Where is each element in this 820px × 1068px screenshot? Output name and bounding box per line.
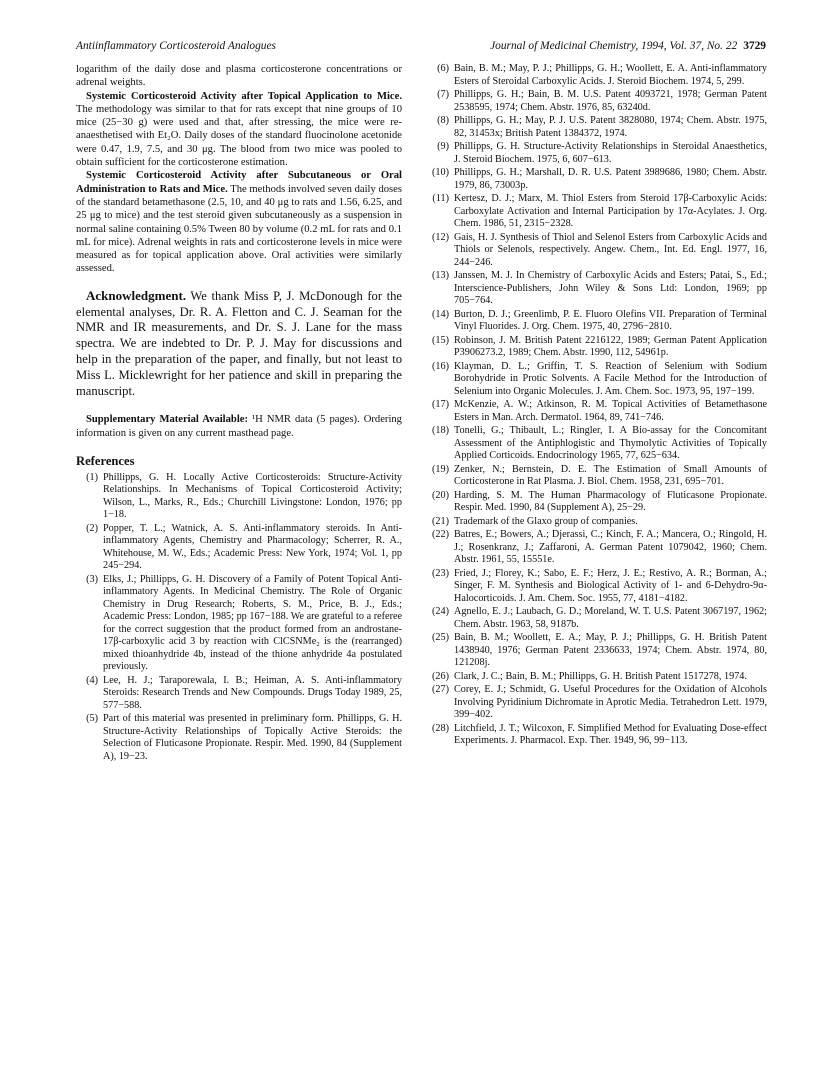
reference-item xyxy=(427,361,767,399)
page-number: 3729 xyxy=(743,40,766,52)
acknowledgment-heading: Acknowledgment. xyxy=(86,287,187,303)
reference-number: (20) xyxy=(432,489,449,501)
acknowledgment xyxy=(76,288,402,400)
reference-number: (18) xyxy=(432,425,449,436)
reference-number: (25) xyxy=(432,632,449,643)
section-heading-subcutaneous-oral: Systemic Corticosteroid Activity after Subcutaneous or Oral Administration to Rats and Mice. xyxy=(76,170,402,195)
reference-item xyxy=(427,516,767,529)
reference-number: (19) xyxy=(432,463,449,475)
reference-text: Corey, E. J.; Schmidt, G. Useful Procedures for the Oxidation of Alcohols Involving Pyridinium Dichromate in Aprotic Media. Tetrahedron Lett. 1979, 399−402. xyxy=(454,684,767,720)
reference-text: Bain, B. M.; May, P. J.; Phillipps, G. H.; Woollett, E. A. Anti-inflammatory Esters of Steroidal Carboxylic Acids. J. Steroid Biochem. 1974, 5, 299. xyxy=(454,63,767,87)
reference-item xyxy=(427,568,767,606)
reference-text: Elks, J.; Phillipps, G. H. Discovery of a Family of Potent Topical Anti-inflammatory Agents. In Medicinal Chemistry. The Role of Organic Chemistry in Drug Research; Roberts, S. M., Price, B. J., Eds.; Academic Press: London, 1985; pp 167−188. We are grateful to a referee for the correct suggestion that the product formed from an androstane-17β-carboxylic acid 3 by reaction with ClCSNMe₂ is the (rearranged) mixed thioanhydride 4b, instead of the thione anhydride 4a postulated previously. xyxy=(103,573,402,673)
reference-text: McKenzie, A. W.; Atkinson, R. M. Topical Activities of Betamethasone Esters in Man. Arch. Dermatol. 1964, 89, 741−746. xyxy=(454,399,767,423)
reference-number: (27) xyxy=(432,684,449,695)
reference-text: Batres, E.; Bowers, A.; Djerassi, C.; Kinch, F. A.; Mancera, O.; Ringold, H. J.; Rosenkranz, J.; Zaffaroni, A. German Patent 1079042, 1960; Chem. Abstr. 1961, 55, 15551e. xyxy=(454,529,767,565)
reference-text: Phillipps, G. H.; Marshall, D. R. U.S. Patent 3989686, 1980; Chem. Abstr. 1979, 86, 73003p. xyxy=(454,167,767,191)
reference-item xyxy=(427,193,767,231)
reference-item xyxy=(427,723,767,748)
reference-item xyxy=(427,167,767,192)
reference-number: (2) xyxy=(86,522,98,534)
reference-text: Janssen, M. J. In Chemistry of Carboxylic Acids and Esters; Patai, S., Ed.; Interscience-Publishers, John Wiley & Sons Ltd: London, 1969; pp 705−764. xyxy=(454,270,767,306)
reference-text: Phillipps, G. H. Structure-Activity Relationships in Steroidal Anaesthetics, J. Steroid Biochem. 1975, 6, 607−613. xyxy=(454,141,767,165)
paragraph-topical-mice xyxy=(76,90,402,170)
reference-item xyxy=(427,399,767,424)
reference-item xyxy=(427,335,767,360)
paragraph-text: The methodology was similar to that for rats except that nine groups of 10 mice (25−30 g) were used and that, after stressing, the mice were re-anaesthetised with Et₂O. Daily doses of the standard fluocinolone acetonide were 0.47, 1.9, 7.5, and 30 μg. The blood from two mice was pooled to obtain sufficient for the corticosterone estimation. xyxy=(76,103,402,169)
reference-item xyxy=(76,675,402,713)
reference-item xyxy=(76,713,402,763)
reference-list-right xyxy=(427,63,767,748)
reference-item xyxy=(427,425,767,463)
reference-text: Phillipps, G. H. Locally Active Corticosteroids: Structure-Activity Relationships. In Mechanisms of Topical Corticosteroid Activity; Wilson, L., Marks, R., Eds.; Churchill Livingstone: London, 1976; pp 1−18. xyxy=(103,471,402,521)
running-header xyxy=(76,40,766,56)
reference-item xyxy=(427,115,767,140)
reference-number: (23) xyxy=(432,567,449,579)
reference-number: (24) xyxy=(432,606,449,617)
reference-number: (12) xyxy=(432,231,449,243)
reference-text: Bain, B. M.; Woollett, E. A.; May, P. J.; Phillipps, G. H. British Patent 1438940, 1976; German Patent 2336633, 1974; Chem. Abstr. 1974, 80, 121208j. xyxy=(454,632,767,668)
reference-item xyxy=(427,684,767,722)
reference-item xyxy=(427,141,767,166)
reference-number: (22) xyxy=(432,529,449,540)
reference-item xyxy=(427,671,767,684)
reference-item xyxy=(427,529,767,567)
reference-text: Phillipps, G. H.; May, P. J. U.S. Patent 3828080, 1974; Chem. Abstr. 1975, 82, 31453x; British Patent 1384372, 1974. xyxy=(454,115,767,139)
reference-item xyxy=(76,523,402,573)
supplementary-material xyxy=(76,413,402,440)
reference-number: (1) xyxy=(86,471,98,483)
supplementary-heading: Supplementary Material Available: xyxy=(86,414,248,426)
reference-text: Trademark of the Glaxo group of companies. xyxy=(454,515,638,527)
reference-number: (3) xyxy=(86,573,98,585)
reference-item xyxy=(427,606,767,631)
header-running-title: Antiinflammatory Corticosteroid Analogues xyxy=(76,40,276,52)
reference-item xyxy=(427,63,767,88)
reference-text: Burton, D. J.; Greenlimb, P. E. Fluoro Olefins VII. Preparation of Terminal Vinyl Fluorides. J. Org. Chem. 1975, 40, 2796−2810. xyxy=(454,308,767,332)
reference-item xyxy=(427,632,767,670)
reference-number: (11) xyxy=(432,193,449,204)
reference-item xyxy=(427,89,767,114)
reference-number: (16) xyxy=(432,360,449,372)
right-column xyxy=(427,63,767,749)
reference-number: (21) xyxy=(432,515,449,527)
reference-number: (15) xyxy=(432,334,449,346)
reference-text: Clark, J. C.; Bain, B. M.; Phillipps, G. H. British Patent 1517278, 1974. xyxy=(454,670,747,682)
reference-text: Tonelli, G.; Thibault, L.; Ringler, I. A Bio-assay for the Concomitant Assessment of the Antiphlogistic and Thymolytic Activities of Topically Applied Corticoids. Endocrinology 1965, 77, 625−634. xyxy=(454,425,767,461)
reference-item xyxy=(76,574,402,674)
reference-number: (10) xyxy=(432,167,449,178)
section-heading-topical-mice: Systemic Corticosteroid Activity after Topical Application to Mice. xyxy=(86,90,402,102)
reference-text: Kertesz, D. J.; Marx, M. Thiol Esters from Steroid 17β-Carboxylic Acids: Carboxylate Activation and Internal Participation by 17α-Acylates. J. Org. Chem. 1986, 51, 2315−2328. xyxy=(454,193,767,229)
reference-item xyxy=(427,490,767,515)
reference-number: (6) xyxy=(437,63,449,74)
reference-list-left xyxy=(76,472,402,764)
reference-item xyxy=(427,270,767,308)
supplementary-text: ¹H NMR data (5 pages). Ordering information is given on any current masthead page. xyxy=(76,414,402,439)
reference-number: (5) xyxy=(86,713,98,725)
paragraph-subcutaneous-oral xyxy=(76,169,402,275)
reference-number: (14) xyxy=(432,308,449,320)
reference-text: Part of this material was presented in preliminary form. Phillipps, G. H. Structure-Activity Relationships of Topically Active Steroids: the Selection of Fluticasone Propionate. Respir. Med. 1990, 84 (Supplement A), 19−23. xyxy=(103,713,402,762)
reference-text: Harding, S. M. The Human Pharmacology of Fluticasone Propionate. Respir. Med. 1990, 84 (Supplement A), 25−29. xyxy=(454,489,767,513)
reference-item xyxy=(427,464,767,489)
reference-text: Zenker, N.; Bernstein, D. E. The Estimation of Small Amounts of Corticosterone in Rat Plasma. J. Biol. Chem. 1958, 231, 695−701. xyxy=(454,463,767,487)
reference-text: Phillipps, G. H.; Bain, B. M. U.S. Patent 4093721, 1978; German Patent 2538595, 1974; Chem. Abstr. 1976, 85, 63240d. xyxy=(454,89,767,113)
reference-text: Fried, J.; Florey, K.; Sabo, E. F.; Herz, J. E.; Restivo, A. R.; Borman, A.; Singer, F. M. Synthesis and Biological Activity of 1- and 6-Dehydro-9α-Halocorticoids. J. Am. Chem. Soc. 1955, 77, 4181−4182. xyxy=(454,567,767,604)
reference-text: Lee, H. J.; Taraporewala, I. B.; Heiman, A. S. Anti-inflammatory Steroids: Research Trends and New Compounds. Drugs Today 1989, 25, 577−588. xyxy=(103,674,402,711)
reference-number: (13) xyxy=(432,270,449,281)
reference-item xyxy=(427,309,767,334)
paragraph-continuation: logarithm of the daily dose and plasma corticosterone concentrations or adrenal weights. xyxy=(76,64,402,89)
references-heading: References xyxy=(76,453,135,468)
reference-text: Klayman, D. L.; Griffin, T. S. Reaction of Selenium with Sodium Borohydride in Protic Solvents. A Facile Method for the Introduction of Selenium into Organic Molecules. J. Am. Chem. Soc. 1973, 95, 197−199. xyxy=(454,360,767,397)
header-journal-citation xyxy=(490,40,766,52)
reference-number: (9) xyxy=(437,141,449,152)
reference-number: (8) xyxy=(437,115,449,126)
reference-number: (26) xyxy=(432,670,449,682)
reference-item xyxy=(427,232,767,270)
reference-number: (7) xyxy=(437,89,449,100)
acknowledgment-text: We thank Miss P, J. McDonough for the elemental analyses, Dr. R. A. Fletton and C. J. Seaman for the NMR and IR measurements, and Dr. S. J. Lane for the mass spectra. We are indebted to Dr. P. J. May for discussions and help in the preparation of the paper, and finally, but not least to Miss L. Micklewright for her patience and skill in preparing the manuscript. xyxy=(76,288,402,398)
reference-text: Robinson, J. M. British Patent 2216122, 1989; German Patent Application P3906273.2, 1989; Chem. Abstr. 1990, 112, 54961p. xyxy=(454,334,767,358)
reference-number: (28) xyxy=(432,722,449,734)
reference-text: Popper, T. L.; Watnick, A. S. Anti-inflammatory steroids. In Anti-inflammatory Agents, Chemistry and Pharmacology; Scherrer, R. A., Whitehouse, M. W., Eds.; Academic Press: New York, 1974; Vol. 1, pp 245−294. xyxy=(103,522,402,572)
reference-text: Agnello, E. J.; Laubach, G. D.; Moreland, W. T. U.S. Patent 3067197, 1962; Chem. Abstr. 1963, 58, 9187b. xyxy=(454,606,767,630)
reference-number: (4) xyxy=(86,674,98,686)
reference-text: Gais, H. J. Synthesis of Thiol and Selenol Esters from Carboxylic Acids and Thiols or Selenols, respectively. Angew. Chem., Int. Ed. Engl. 1977, 16, 244−246. xyxy=(454,231,767,268)
header-journal: Journal of Medicinal Chemistry, 1994, Vol. 37, No. 22 xyxy=(490,40,738,52)
reference-text: Litchfield, J. T.; Wilcoxon, F. Simplified Method for Evaluating Dose-effect Experiments. J. Pharmacol. Exp. Ther. 1949, 96, 99−113. xyxy=(454,722,767,746)
left-column xyxy=(76,63,402,764)
paragraph-text: The methods involved seven daily doses of the standard betamethasone (2.5, 10, and 40 μg to rats and 1.56, 6.25, and 25 μg to mice) and the test steroid given subcutaneously as a suspension in normal saline containing 0.5% Tween 80 by volume (0.2 mL for rats and 0.1 mL for mice). Adrenal weights in rats and corticosterone levels in mice were measured as for topical application above. Oral activities were similarly assessed. xyxy=(76,183,402,275)
reference-item xyxy=(76,472,402,522)
reference-number: (17) xyxy=(432,399,449,410)
